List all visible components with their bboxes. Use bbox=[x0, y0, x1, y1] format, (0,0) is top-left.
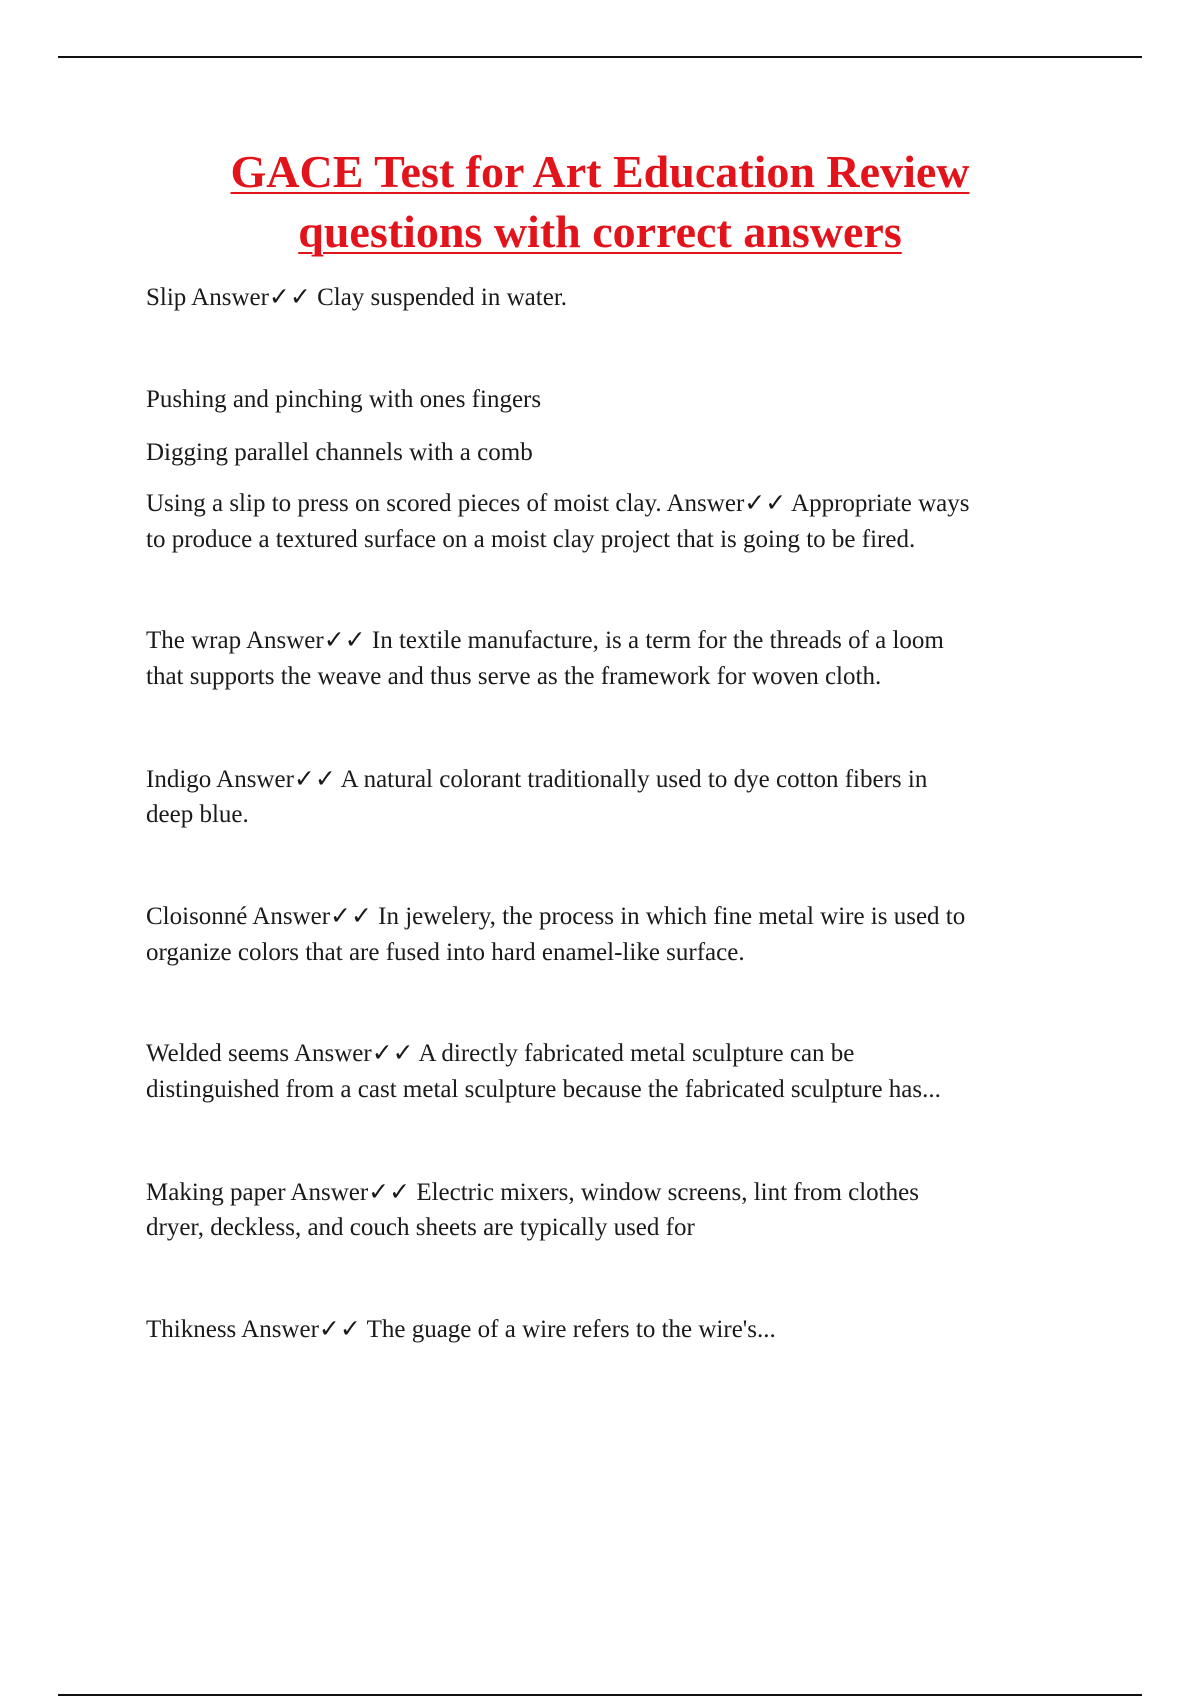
qa-paper-line-2: dryer, deckless, and couch sheets are typically used for bbox=[146, 1214, 695, 1241]
qa-cloisonne-line-2: organize colors that are fused into hard enamel-like surface. bbox=[146, 939, 745, 966]
qa-slip: Slip Answer✓✓ Clay suspended in water. bbox=[146, 284, 568, 311]
title-line-2: questions with correct answers bbox=[298, 206, 902, 257]
qa-welded-line-1: Welded seems Answer✓✓ A directly fabricated metal sculpture can be bbox=[146, 1040, 855, 1067]
qa-texture-option-1: Pushing and pinching with ones fingers bbox=[146, 386, 542, 413]
header-rule bbox=[58, 56, 1142, 58]
qa-wrap-line-1: The wrap Answer✓✓ In textile manufacture, is a term for the threads of a loom bbox=[146, 627, 944, 654]
qa-texture-line-1: Using a slip to press on scored pieces of moist clay. Answer✓✓ Appropriate ways bbox=[146, 490, 970, 517]
footer-rule bbox=[58, 1694, 1142, 1696]
qa-paper-line-1: Making paper Answer✓✓ Electric mixers, window screens, lint from clothes bbox=[146, 1179, 919, 1206]
document-title bbox=[100, 142, 1100, 262]
qa-wrap-line-2: that supports the weave and thus serve as the framework for woven cloth. bbox=[146, 663, 882, 690]
qa-cloisonne-line-1: Cloisonné Answer✓✓ In jewelery, the process in which fine metal wire is used to bbox=[146, 903, 966, 930]
qa-indigo-line-1: Indigo Answer✓✓ A natural colorant traditionally used to dye cotton fibers in bbox=[146, 766, 928, 793]
qa-texture-option-2: Digging parallel channels with a comb bbox=[146, 439, 533, 466]
title-line-1: GACE Test for Art Education Review bbox=[230, 146, 970, 197]
qa-indigo-line-2: deep blue. bbox=[146, 801, 249, 828]
qa-thickness: Thikness Answer✓✓ The guage of a wire refers to the wire's... bbox=[146, 1316, 776, 1343]
qa-welded-line-2: distinguished from a cast metal sculpture because the fabricated sculpture has... bbox=[146, 1076, 941, 1103]
qa-texture-line-2: to produce a textured surface on a moist clay project that is going to be fired. bbox=[146, 526, 916, 553]
